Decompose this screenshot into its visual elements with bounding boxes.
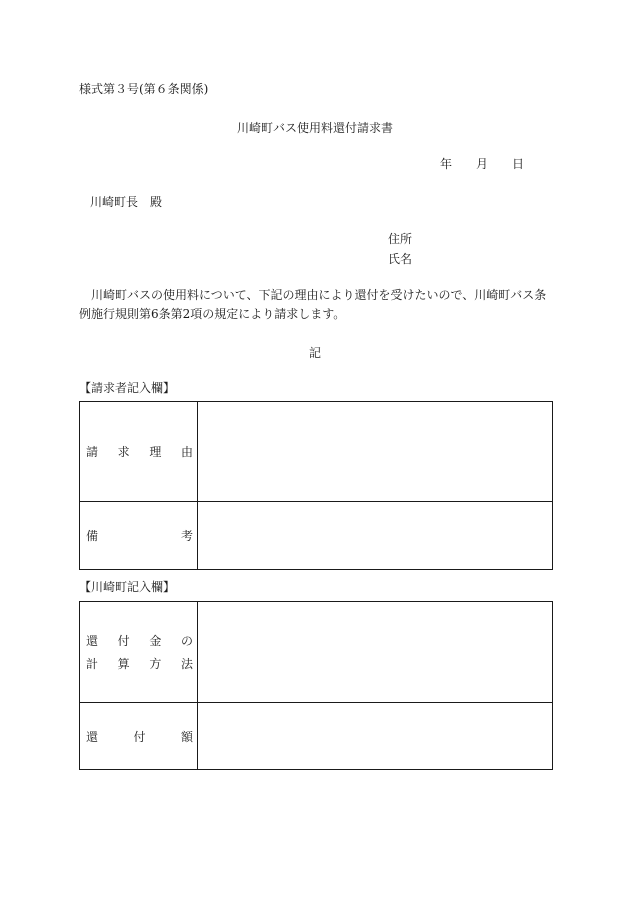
form-number: 様式第３号(第６条関係) (79, 82, 209, 96)
name-label: 氏名 (388, 252, 413, 266)
request-statement: 川崎町バスの使用料について、下記の理由により還付を受けたいので、川崎町バス条例施行規則第6条第2項の規定により請求します。 (79, 288, 547, 321)
date-year: 年 (440, 157, 453, 171)
document-title: 川崎町バス使用料還付請求書 (236, 121, 393, 135)
reason-input-cell[interactable] (198, 402, 553, 502)
remarks-row (80, 502, 553, 570)
calculation-method-label: 還 付 金 の 計 算 方 法 (86, 634, 193, 671)
remarks-input-cell[interactable] (198, 502, 553, 570)
refund-amount-row (80, 703, 553, 770)
applicant-table (79, 401, 553, 570)
town-table (79, 601, 553, 770)
refund-amount-label: 還 付 額 (86, 729, 193, 744)
addressee: 川崎町長 殿 (90, 195, 163, 209)
remarks-label: 備 考 (86, 529, 193, 543)
calculation-method-row (80, 602, 553, 703)
calculation-method-input-cell[interactable] (198, 602, 553, 703)
reason-row (80, 402, 553, 502)
date-day: 日 (512, 157, 525, 171)
ki-heading: 記 (308, 346, 321, 360)
remarks-label-cell (80, 502, 198, 570)
refund-amount-label-cell (80, 703, 198, 770)
date-month: 月 (476, 157, 489, 171)
reason-label-cell (80, 402, 198, 502)
refund-amount-input-cell[interactable] (198, 703, 553, 770)
reason-label: 請 求 理 由 (86, 445, 193, 459)
address-label: 住所 (388, 232, 413, 246)
applicant-section-label: 【請求者記入欄】 (79, 381, 176, 395)
date-line (440, 155, 540, 172)
calculation-method-label-cell (80, 602, 198, 703)
town-section-label: 【川崎町記入欄】 (79, 580, 176, 594)
